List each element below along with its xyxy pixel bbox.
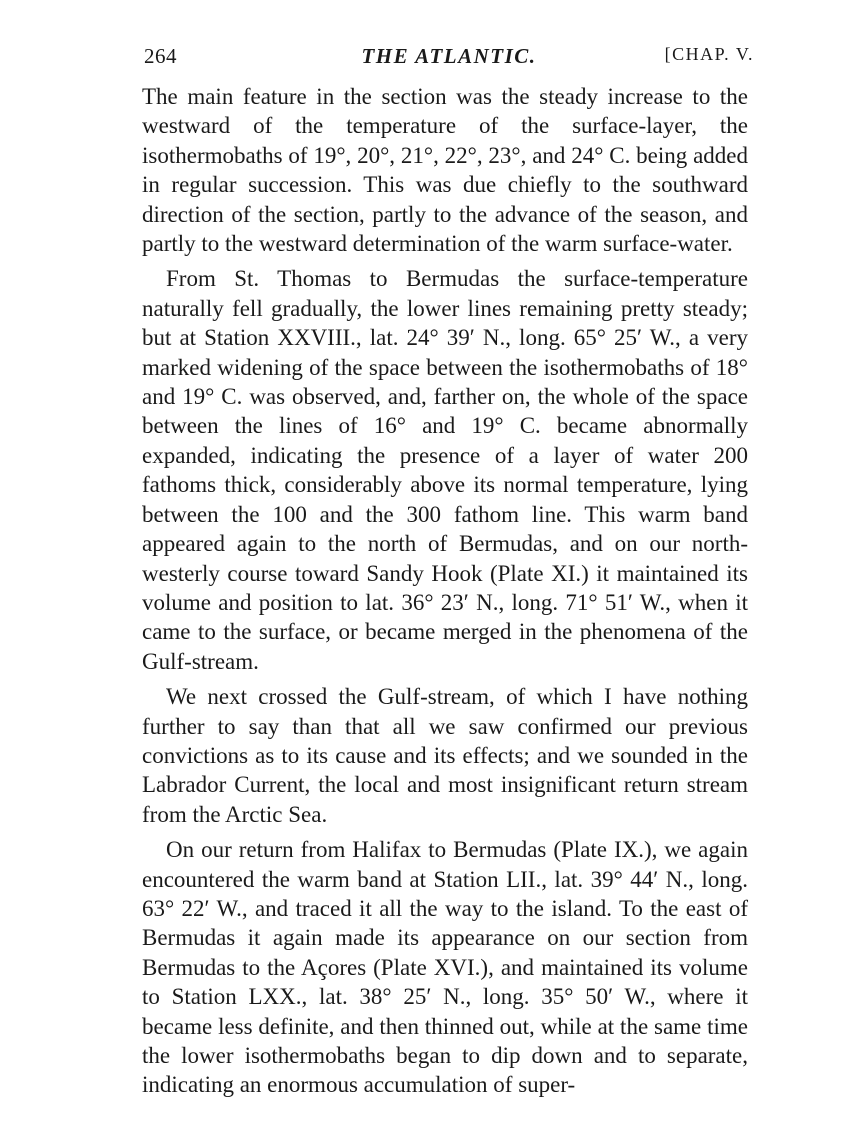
paragraph-4: On our return from Halifax to Bermudas (Plate IX.), we again encountered the warm band at Station LII., lat. 39° 44′ N., long. 63° 22′ W., and traced it all the way to the island. To the east of Bermudas it again made its appearance on our section from Bermudas to the Açores (Plate XVI.), and maintained its volume to Station LXX., lat. 38° 25′ N., long. 35° 50′ W., where it became less definite, and then thinned out, while at the same time the lower isothermobaths began to dip down and to separate, indicating an enormous accumulation of super- bbox=[142, 837, 748, 1098]
running-header bbox=[144, 44, 754, 76]
body-text bbox=[142, 82, 748, 1106]
running-title: THE ATLANTIC. bbox=[361, 44, 537, 68]
page-number: 264 bbox=[144, 44, 177, 68]
paragraph-2: From St. Thomas to Bermudas the surface-temperature naturally fell gradually, the lower lines remaining pretty steady; but at Station XXVIII., lat. 24° 39′ N., long. 65° 25′ W., a very marked widening of the space between the isothermobaths of 18° and 19° C. was observed, and, farther on, the whole of the space between the lines of 16° and 19° C. became abnormally expanded, indicating the presence of a layer of water 200 fathoms thick, considerably above its normal temperature, lying between the 100 and the 300 fathom line. This warm band appeared again to the north of Bermudas, and on our north-westerly course toward Sandy Hook (Plate XI.) it maintained its volume and position to lat. 36° 23′ N., long. 71° 51′ W., when it came to the surface, or became merged in the phenomena of the Gulf-stream. bbox=[142, 266, 748, 674]
paragraph-3: We next crossed the Gulf-stream, of which I have nothing further to say than that all we saw confirmed our previous convictions as to its cause and its effects; and we sounded in the Labrador Current, the local and most insignificant return stream from the Arctic Sea. bbox=[142, 684, 748, 827]
chapter-label: [CHAP. V. bbox=[664, 44, 754, 64]
paragraph-1: The main feature in the section was the steady increase to the westward of the temperature of the surface-layer, the isothermobaths of 19°, 20°, 21°, 22°, 23°, and 24° C. being added in regular succession. This was due chiefly to the southward direction of the section, partly to the advance of the season, and partly to the westward determination of the warm surface-water. bbox=[142, 84, 748, 257]
